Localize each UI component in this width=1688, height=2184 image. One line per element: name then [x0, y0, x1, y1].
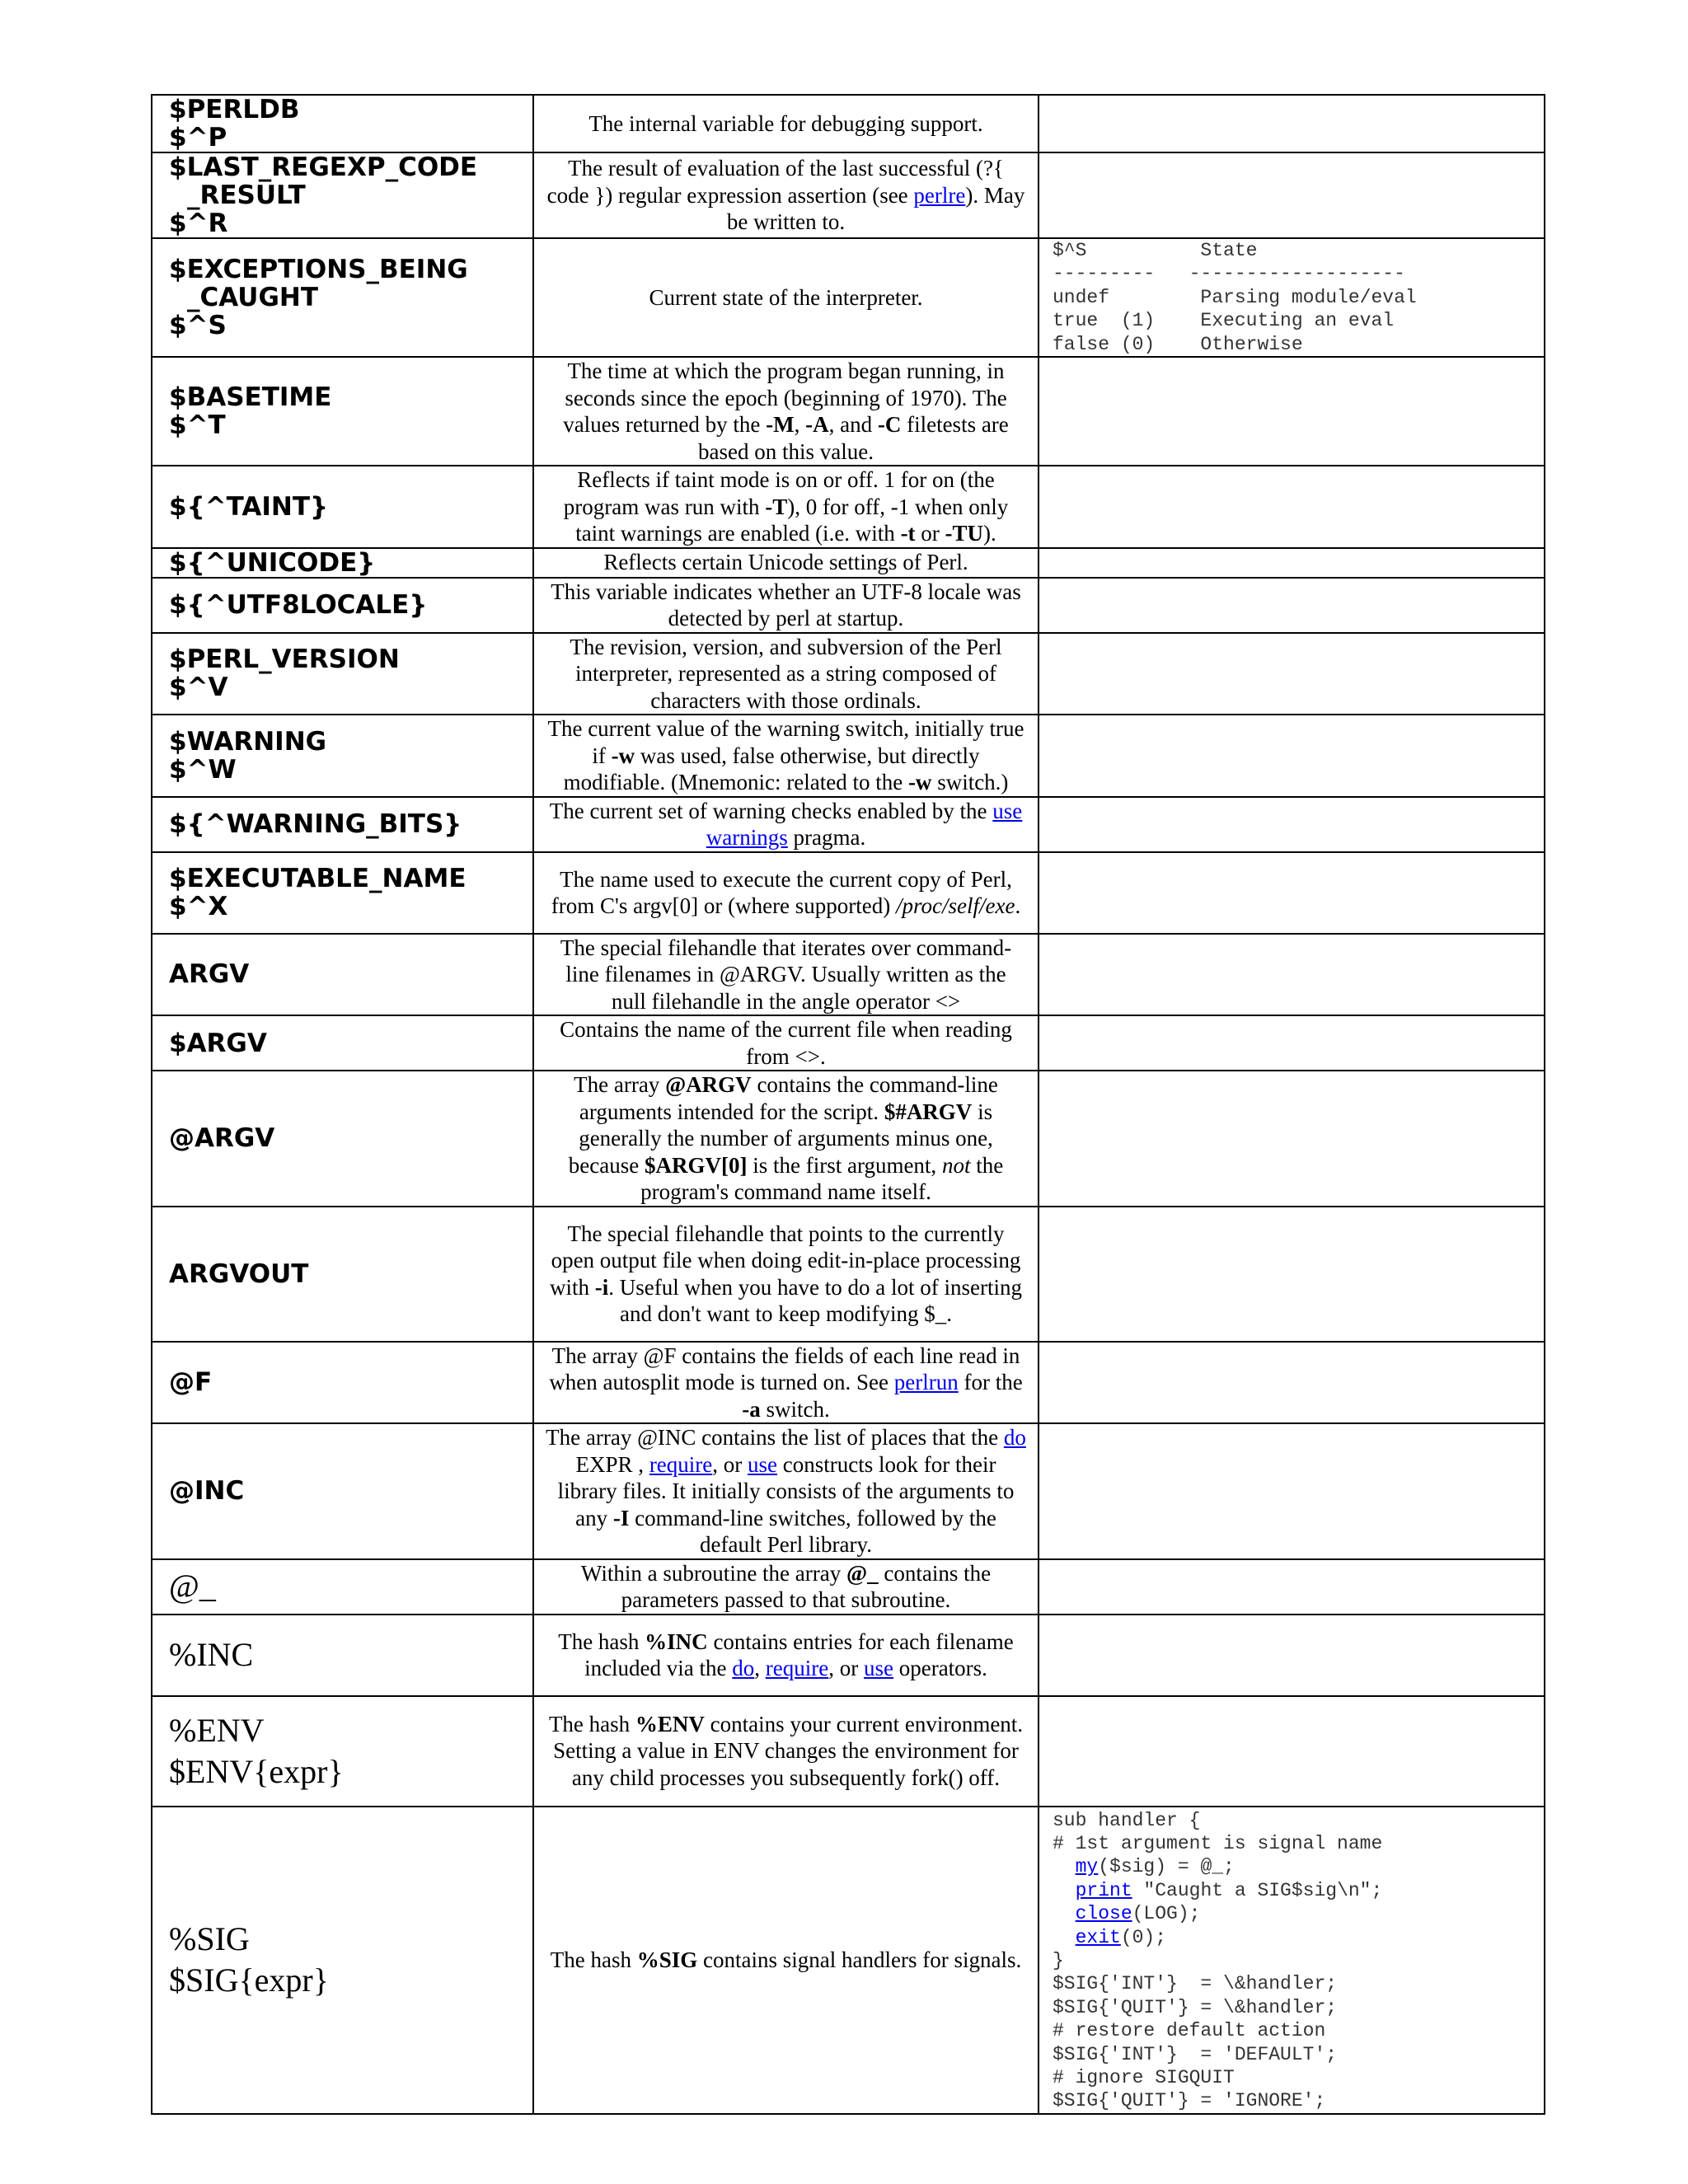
code-line: # 1st argument is signal name: [1053, 1832, 1383, 1854]
variable-name-cell: [152, 466, 533, 548]
code-text: (0);: [1120, 1926, 1167, 1948]
description-cell: [533, 95, 1039, 152]
path-text: /proc/self/exe: [896, 893, 1015, 919]
variable-name-cell: [152, 578, 533, 633]
description-text: ,: [794, 412, 806, 438]
use-link[interactable]: use: [748, 1451, 778, 1477]
variable-name: $ARGV: [169, 1028, 267, 1058]
warnings-link[interactable]: warnings: [706, 825, 788, 851]
description: Reflects certain Unicode settings of Perl.: [603, 550, 968, 575]
flag-text: -I: [612, 1505, 630, 1530]
description-text: command-line switches, followed by the default Perl library.: [629, 1505, 996, 1558]
code-indent: [1053, 1880, 1076, 1901]
variable-name: $EXCEPTIONS_BEING: [169, 255, 468, 285]
description-text: .: [1015, 893, 1021, 919]
code-line: $SIG{'INT'} = 'DEFAULT';: [1053, 2043, 1338, 2065]
emphasis-text: $#ARGV: [884, 1099, 973, 1124]
description-text: , or: [828, 1656, 864, 1681]
italic-text: not: [941, 1152, 971, 1178]
description-cell: [533, 633, 1039, 715]
description-text: contains your current environment. Setting a value in ENV changes the environment for any child processes you subsequently fork() off.: [553, 1711, 1024, 1790]
variable-name: $PERLDB: [169, 95, 300, 124]
notes-cell: [1039, 852, 1545, 934]
flag-text: -TU: [945, 521, 984, 546]
description-text: The hash: [548, 1711, 635, 1736]
code-text: (LOG);: [1132, 1903, 1201, 1925]
table-row: [152, 934, 1545, 1016]
description-cell: [533, 934, 1039, 1016]
variable-name-cell: [152, 1071, 533, 1207]
variable-name: %SIG: [169, 1920, 250, 1958]
description-cell: [533, 1696, 1039, 1807]
code-line: $SIG{'INT'} = \&handler;: [1053, 1973, 1338, 1995]
code-line: [1053, 1879, 1544, 1902]
use-link[interactable]: use: [863, 1656, 893, 1681]
notes-cell: [1039, 548, 1545, 578]
description-cell: [533, 1071, 1039, 1207]
code-indent: [1053, 1856, 1076, 1877]
code-line: undef Parsing module/eval: [1053, 286, 1417, 308]
description-text: the program's command name itself.: [640, 1152, 1004, 1205]
variable-alias: $^P: [169, 123, 227, 152]
variable-name: ${^WARNING_BITS}: [169, 809, 462, 840]
code-line: # ignore SIGQUIT: [1053, 2067, 1235, 2088]
notes-cell: [1039, 357, 1545, 466]
variable-name-continued: _RESULT: [187, 180, 306, 210]
description-cell: [533, 466, 1039, 548]
description: The revision, version, and subversion of the Perl interpreter, represented as a string composed of characters with those ordinals.: [570, 634, 1002, 713]
description-cell: [533, 1807, 1039, 2114]
description-cell: [533, 1423, 1039, 1559]
variable-name-cell: [152, 95, 533, 152]
table-row: [152, 1696, 1545, 1807]
require-link[interactable]: require: [649, 1451, 713, 1477]
variable-alias: $^S: [169, 311, 227, 341]
notes-cell: [1039, 1559, 1545, 1615]
flag-text: -a: [742, 1396, 761, 1422]
description-text: contains the command-line arguments intended for the script.: [579, 1072, 998, 1124]
description-text: The hash: [558, 1629, 645, 1654]
description-text: switch.: [760, 1396, 830, 1422]
table-row: [152, 1423, 1545, 1559]
description-text: Within a subroutine the array: [580, 1560, 846, 1586]
notes-cell: [1039, 1696, 1545, 1807]
variable-name: ${^UNICODE}: [169, 547, 376, 578]
description-text: contains signal handlers for signals.: [697, 1947, 1022, 1972]
variable-name: @F: [169, 1367, 213, 1398]
emphasis-text: %INC: [645, 1629, 708, 1654]
emphasis-text: @ARGV: [665, 1072, 752, 1098]
notes-cell: [1039, 1015, 1545, 1071]
variable-name-continued: _CAUGHT: [187, 283, 318, 313]
description-cell: [533, 548, 1039, 578]
signal-handler-code: [1039, 1807, 1544, 2113]
variable-name-cell: [152, 238, 533, 357]
variable-name: @ARGV: [169, 1123, 275, 1154]
emphasis-text: $ARGV[0]: [644, 1152, 748, 1178]
description-text: The special filehandle that points to the currently open output file when doing edit-in-place processing with: [550, 1221, 1021, 1300]
code-line: [1053, 1902, 1544, 1925]
do-link[interactable]: do: [732, 1656, 755, 1681]
code-text: ($sig) = @_;: [1098, 1856, 1235, 1878]
description-cell: [533, 1615, 1039, 1696]
description-text: for the: [958, 1370, 1023, 1395]
table-row: [152, 1559, 1545, 1615]
notes-cell: [1039, 1807, 1545, 2114]
notes-cell: [1039, 152, 1545, 238]
state-table-code: [1039, 239, 1544, 356]
variable-alias: $^X: [169, 892, 228, 922]
description-text: was used, false otherwise, but directly modifiable. (Mnemonic: related to the: [563, 743, 980, 795]
description-text: switch.): [931, 770, 1009, 795]
notes-cell: [1039, 1423, 1545, 1559]
description-text: ), 0 for off, -1 when only taint warnings are enabled (i.e. with: [575, 494, 1009, 546]
variable-alias: $^W: [169, 754, 237, 785]
description: Contains the name of the current file when reading from <>.: [560, 1017, 1012, 1069]
code-line: [1053, 1926, 1544, 1949]
flag-text: -w: [611, 743, 635, 768]
code-line: $^S State: [1053, 240, 1258, 261]
description-cell: [533, 797, 1039, 852]
exit-link[interactable]: exit: [1075, 1926, 1121, 1948]
table-row: [152, 357, 1545, 466]
variable-name-cell: [152, 715, 533, 797]
notes-cell: [1039, 1342, 1545, 1424]
variable-name: $WARNING: [169, 726, 327, 757]
description-text: The array: [574, 1072, 666, 1098]
description-text: is generally the number of arguments minus one, because: [568, 1099, 993, 1178]
variable-name-cell: [152, 548, 533, 578]
code-line: sub handler {: [1053, 1809, 1201, 1831]
table-row: [152, 95, 1545, 152]
flag-text: -w: [907, 770, 932, 795]
variable-name-cell: [152, 1342, 533, 1424]
flag-text: -t: [900, 521, 916, 546]
description-cell: [533, 715, 1039, 797]
close-link[interactable]: close: [1075, 1903, 1132, 1925]
description-cell: [533, 238, 1039, 357]
variable-alias: $^R: [169, 209, 228, 238]
table-row: [152, 1071, 1545, 1207]
code-line: true (1) Executing an eval: [1053, 310, 1395, 332]
variable-name: @INC: [169, 1476, 245, 1507]
variable-name-cell: [152, 1559, 533, 1615]
description-text: ,: [754, 1656, 766, 1681]
variable-name: %INC: [169, 1636, 254, 1674]
table-row: [152, 578, 1545, 633]
variable-alias: $^V: [169, 673, 228, 703]
description: Current state of the interpreter.: [649, 284, 923, 310]
variable-name: ${^UTF8LOCALE}: [169, 590, 428, 621]
table-row: [152, 1015, 1545, 1071]
description-cell: [533, 852, 1039, 934]
description-text: constructs look for their library files. It initially consists of the arguments to any: [557, 1451, 1015, 1530]
variable-name-cell: [152, 797, 533, 852]
code-line: $SIG{'QUIT'} = 'IGNORE';: [1053, 2090, 1326, 2112]
emphasis-text: %ENV: [635, 1711, 705, 1736]
notes-cell: [1039, 466, 1545, 548]
table-row: [152, 1342, 1545, 1424]
notes-cell: [1039, 934, 1545, 1016]
description-text: The current value of the warning switch, initially true if: [547, 716, 1025, 768]
variable-name: $BASETIME: [169, 382, 332, 413]
description-text: contains entries for each filename included via the: [584, 1629, 1014, 1681]
table-row: [152, 1615, 1545, 1696]
description-text: The time at which the program began running, in seconds since the epoch (beginning of 1970). The values returned by the: [563, 359, 1007, 438]
variable-name-cell: [152, 152, 533, 238]
description-cell: [533, 1015, 1039, 1071]
table-row: [152, 548, 1545, 578]
description-text: The result of evaluation of the last successful (?{ code }) regular expression assertion (see: [546, 156, 1004, 208]
use-link[interactable]: use: [992, 798, 1023, 823]
description-text: ). May be written to.: [726, 182, 1025, 235]
perlre-link[interactable]: perlre: [913, 182, 966, 208]
description-text: filetests are based on this value.: [698, 412, 1009, 464]
code-line: [1053, 1855, 1544, 1878]
notes-cell: [1039, 715, 1545, 797]
flag-text: -i: [594, 1274, 609, 1300]
code-line: }: [1053, 1949, 1064, 1971]
table-row: [152, 152, 1545, 238]
variable-name-cell: [152, 1615, 533, 1696]
variable-name: %ENV: [169, 1711, 265, 1749]
variable-name: $EXECUTABLE_NAME: [169, 864, 467, 894]
notes-cell: [1039, 633, 1545, 715]
notes-cell: [1039, 1207, 1545, 1342]
description-text: or: [915, 521, 945, 546]
table-row: [152, 1207, 1545, 1342]
notes-cell: [1039, 238, 1545, 357]
description-text: , and: [828, 412, 878, 438]
description-text: The name used to execute the current copy of Perl, from C's argv[0] or (where supported): [551, 866, 1012, 919]
description-cell: [533, 1559, 1039, 1615]
description-text: contains the parameters passed to that subroutine.: [621, 1560, 992, 1613]
table-row: [152, 466, 1545, 548]
my-link[interactable]: my: [1075, 1856, 1099, 1878]
code-line: # restore default action: [1053, 2020, 1326, 2042]
flag-text: -A: [805, 412, 829, 438]
table-row: [152, 797, 1545, 852]
description-text: . Useful when you have to do a lot of inserting and don't want to keep modifying $_.: [608, 1274, 1022, 1327]
description-text: pragma.: [787, 825, 866, 851]
description-text: Reflects if taint mode is on or off. 1 for on (the program was run with: [563, 467, 995, 519]
description: This variable indicates whether an UTF-8 locale was detected by perl at startup.: [551, 579, 1021, 631]
code-line: false (0) Otherwise: [1053, 333, 1303, 355]
description-text: The array @F contains the fields of each line read in when autosplit mode is turned on. See: [549, 1343, 1020, 1395]
variable-name: @_: [169, 1568, 216, 1605]
variable-name: ARGVOUT: [169, 1258, 309, 1289]
notes-cell: [1039, 797, 1545, 852]
description-text: operators.: [893, 1656, 987, 1681]
variable-name: ${^TAINT}: [169, 491, 329, 522]
code-line: $SIG{'QUIT'} = \&handler;: [1053, 1996, 1338, 2018]
description-cell: [533, 1207, 1039, 1342]
table-row: [152, 633, 1545, 715]
description-cell: [533, 1342, 1039, 1424]
description-cell: [533, 578, 1039, 633]
table-row: [152, 852, 1545, 934]
variable-name-cell: [152, 1015, 533, 1071]
description: The special filehandle that iterates over command-line filenames in @ARGV. Usually written as the null filehandle in the angle operator <>: [560, 935, 1012, 1014]
description-text: EXPR ,: [575, 1451, 649, 1477]
perl-variables-table: [151, 94, 1545, 2115]
code-line: --------- -------------------: [1053, 263, 1405, 285]
code-text: "Caught a SIG$sig\n";: [1132, 1879, 1383, 1901]
variable-name: ARGV: [169, 959, 250, 990]
emphasis-text: %SIG: [636, 1947, 698, 1972]
code-indent: [1053, 1903, 1076, 1924]
description-text: ).: [983, 521, 996, 546]
description-text: , or: [712, 1451, 748, 1477]
variable-name-cell: [152, 1807, 533, 2114]
variable-name-cell: [152, 934, 533, 1016]
description-text: is the first argument,: [747, 1152, 942, 1178]
flag-text: -T: [765, 494, 788, 519]
description-cell: [533, 152, 1039, 238]
perlrun-link[interactable]: perlrun: [893, 1370, 959, 1395]
description-text: The current set of warning checks enabled by the: [549, 798, 993, 823]
notes-cell: [1039, 1615, 1545, 1696]
flag-text: -C: [877, 412, 902, 438]
variable-alias: $ENV{expr}: [169, 1752, 344, 1790]
variable-alias: $^T: [169, 410, 226, 441]
flag-text: -M: [766, 412, 795, 438]
variable-name-cell: [152, 633, 533, 715]
variable-name: $PERL_VERSION: [169, 644, 400, 675]
variable-name-cell: [152, 1423, 533, 1559]
description-text: The array @INC contains the list of places that the: [546, 1425, 1004, 1451]
variable-name-cell: [152, 357, 533, 466]
notes-cell: [1039, 1071, 1545, 1207]
table-row: [152, 238, 1545, 357]
code-indent: [1053, 1927, 1076, 1948]
notes-cell: [1039, 578, 1545, 633]
print-link[interactable]: print: [1075, 1879, 1132, 1901]
emphasis-text: @_: [846, 1560, 879, 1586]
variable-alias: $SIG{expr}: [169, 1961, 329, 1999]
description-cell: [533, 357, 1039, 466]
variable-name: $LAST_REGEXP_CODE: [169, 152, 478, 182]
table-row: [152, 715, 1545, 797]
table-row: [152, 1807, 1545, 2114]
variable-name-cell: [152, 852, 533, 934]
notes-cell: [1039, 95, 1545, 152]
description: The internal variable for debugging support.: [588, 110, 983, 136]
variable-name-cell: [152, 1207, 533, 1342]
variable-name-cell: [152, 1696, 533, 1807]
do-link[interactable]: do: [1003, 1425, 1026, 1451]
require-link[interactable]: require: [765, 1656, 829, 1681]
description-text: The hash: [550, 1947, 637, 1972]
